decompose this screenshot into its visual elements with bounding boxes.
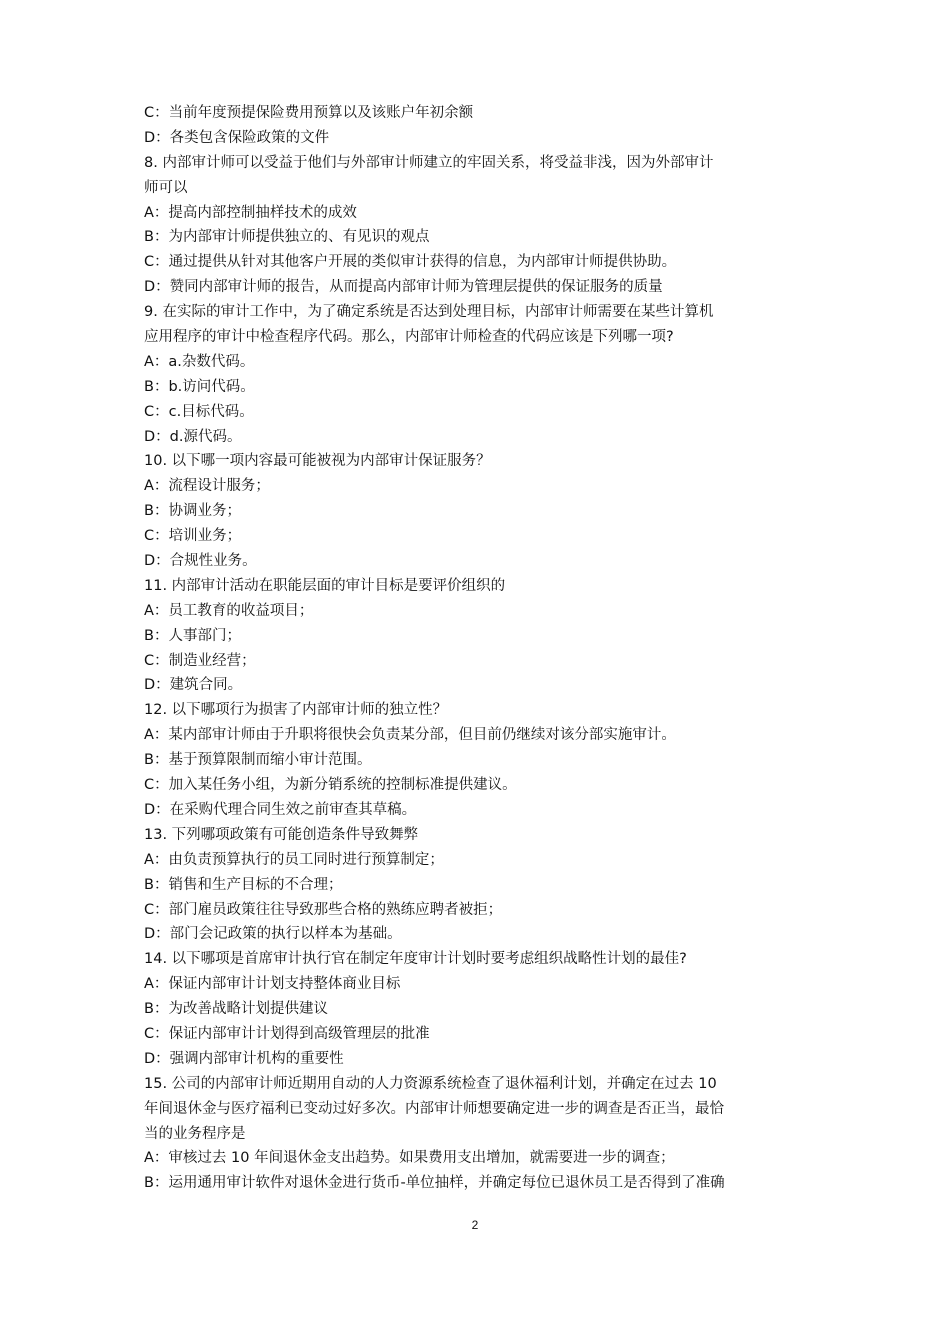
- text-line: A：a.杂数代码。: [144, 353, 255, 370]
- text-line: B：协调业务；: [144, 503, 241, 520]
- text-line: D：部门会记政策的执行以样本为基础。: [144, 926, 402, 943]
- text-line: A：流程设计服务；: [144, 478, 270, 495]
- text-line: D：赞同内部审计师的报告，从而提高内部审计师为管理层提供的保证服务的质量: [144, 279, 663, 296]
- text-line: 13. 下列哪项政策有可能创造条件导致舞弊: [144, 826, 419, 843]
- page-content: [144, 101, 809, 1196]
- text-line: D：d.源代码。: [144, 428, 242, 445]
- text-line: B：为内部审计师提供独立的、有见识的观点: [144, 229, 430, 246]
- text-line: B：基于预算限制而缩小审计范围。: [144, 752, 372, 769]
- text-line: 师可以: [144, 179, 188, 196]
- text-line: B：销售和生产目标的不合理；: [144, 876, 343, 893]
- text-line: D：建筑合同。: [144, 677, 243, 694]
- text-line: A：员工教育的收益项目；: [144, 602, 314, 619]
- text-line: A：保证内部审计计划支持整体商业目标: [144, 976, 401, 993]
- text-line: D：强调内部审计机构的重要性: [144, 1050, 344, 1067]
- text-line: B：为改善战略计划提供建议: [144, 1001, 328, 1018]
- text-line: A：提高内部控制抽样技术的成效: [144, 204, 357, 221]
- text-line: C：c.目标代码。: [144, 403, 254, 420]
- text-line: B：b.访问代码。: [144, 378, 255, 395]
- text-line: C：培训业务；: [144, 528, 242, 545]
- text-line: 10. 以下哪一项内容最可能被视为内部审计保证服务？: [144, 453, 491, 470]
- text-line: C：当前年度预提保险费用预算以及该账户年初余额: [144, 105, 474, 121]
- text-line: C：保证内部审计计划得到高级管理层的批准: [144, 1025, 430, 1042]
- text-line: 年间退休金与医疗福利已变动过好多次。内部审计师想要确定进一步的调查是否正当，最恰: [144, 1100, 724, 1117]
- text-line: 8. 内部审计师可以受益于他们与外部审计师建立的牢固关系，将受益非浅，因为外部审计: [144, 154, 714, 171]
- text-line: 11. 内部审计活动在职能层面的审计目标是要评价组织的: [144, 577, 506, 594]
- text-line: D：各类包含保险政策的文件: [144, 129, 330, 146]
- text-line: 应用程序的审计中检查程序代码。那么，内部审计师检查的代码应该是下列哪一项?: [144, 329, 674, 346]
- text-line: C：加入某任务小组，为新分销系统的控制标准提供建议。: [144, 777, 517, 794]
- text-line: A：某内部审计师由于升职将很快会负责某分部，但目前仍继续对该分部实施审计。: [144, 727, 676, 744]
- text-line: C：部门雇员政策往往导致那些合格的熟练应聘者被拒；: [144, 901, 503, 918]
- text-line: 9. 在实际的审计工作中，为了确定系统是否达到处理目标，内部审计师需要在某些计算机: [144, 304, 714, 321]
- text-line: A：由负责预算执行的员工同时进行预算制定；: [144, 851, 444, 868]
- text-line: 15. 公司的内部审计师近期用自动的人力资源系统检查了退休福利计划，并确定在过去 10: [144, 1075, 717, 1092]
- text-line: 12. 以下哪项行为损害了内部审计师的独立性？: [144, 702, 448, 719]
- text-line: B：人事部门；: [144, 627, 241, 644]
- page-number: 2: [471, 1218, 479, 1232]
- text-line: C：制造业经营；: [144, 652, 256, 669]
- text-line: 当的业务程序是: [144, 1125, 246, 1142]
- text-line: 14. 以下哪项是首席审计执行官在制定年度审计计划时要考虑组织战略性计划的最佳?: [144, 951, 687, 968]
- text-line: D：在采购代理合同生效之前审查其草稿。: [144, 801, 417, 818]
- text-line: A：审核过去 10 年间退休金支出趋势。如果费用支出增加，就需要进一步的调查；: [144, 1150, 675, 1167]
- text-line: B：运用通用审计软件对退休金进行货币-单位抽样，并确定每位已退休员工是否得到了准确: [144, 1175, 725, 1192]
- text-line: C：通过提供从针对其他客户开展的类似审计获得的信息，为内部审计师提供协助。: [144, 254, 677, 271]
- text-line: D：合规性业务。: [144, 553, 257, 570]
